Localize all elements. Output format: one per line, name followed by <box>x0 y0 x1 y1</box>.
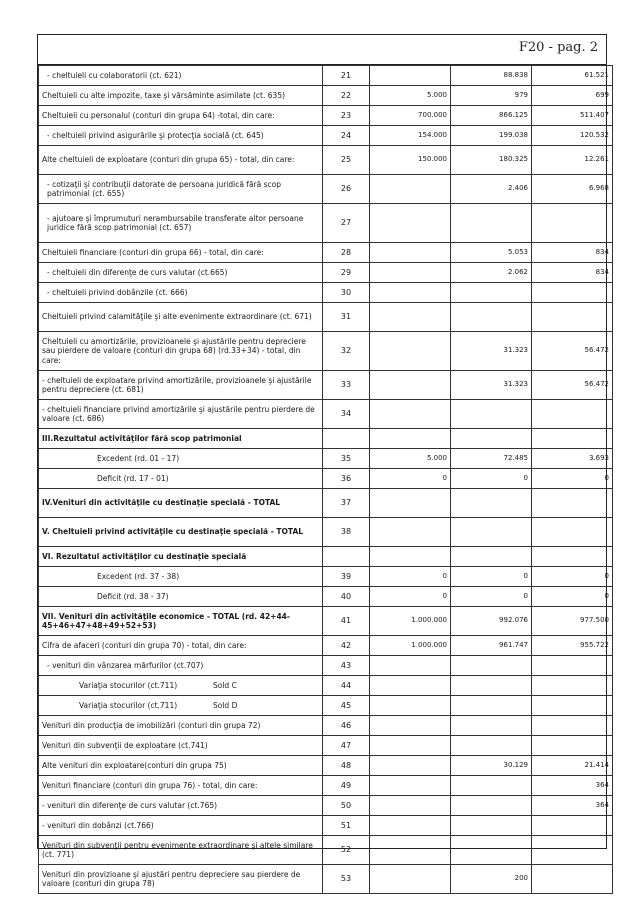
value-col-3 <box>532 303 613 332</box>
row-number: 37 <box>323 489 370 518</box>
row-number: 40 <box>323 587 370 607</box>
value-col-1 <box>370 816 451 836</box>
table-row <box>39 126 613 146</box>
value-col-2 <box>451 489 532 518</box>
row-number: 45 <box>323 696 370 716</box>
value-col-3 <box>532 716 613 736</box>
row-description: VI. Rezultatul activităţilor cu destinaţie specială <box>39 547 323 567</box>
value-col-2: 5.053 <box>451 243 532 263</box>
table-row <box>39 146 613 175</box>
value-col-2: 180.325 <box>451 146 532 175</box>
table-row <box>39 547 613 567</box>
row-description: - cheltuieli de exploatare privind amortizările, provizioanele şi ajustările pentru depreciere (ct. 681) <box>39 371 323 400</box>
row-number <box>323 429 370 449</box>
value-col-1: 150.000 <box>370 146 451 175</box>
value-col-1: 154.000 <box>370 126 451 146</box>
row-description: Excedent (rd. 37 - 38) <box>39 567 323 587</box>
value-col-2: 961.747 <box>451 636 532 656</box>
value-col-1 <box>370 865 451 894</box>
table-row <box>39 656 613 676</box>
value-col-3 <box>532 816 613 836</box>
table-row <box>39 636 613 656</box>
row-description: Alte venituri din exploatare(conturi din grupa 75) <box>39 756 323 776</box>
row-description: - cotizaţii şi contribuţii datorate de persoana juridică fără scop patrimonial (ct. 655) <box>39 175 323 204</box>
sold-label: Sold C <box>213 680 237 690</box>
row-number: 49 <box>323 776 370 796</box>
table-row <box>39 567 613 587</box>
table-row <box>39 716 613 736</box>
row-number: 48 <box>323 756 370 776</box>
row-number <box>323 547 370 567</box>
row-description: Cheltuieli financiare (conturi din grupa 66) - total, din care: <box>39 243 323 263</box>
row-number: 28 <box>323 243 370 263</box>
value-col-1 <box>370 796 451 816</box>
row-description: IV.Venituri din activităţile cu destinaţie specială - TOTAL <box>39 489 323 518</box>
row-description: III.Rezultatul activităţilor fără scop patrimonial <box>39 429 323 449</box>
row-description: - cheltuieli financiare privind amortizările şi ajustările pentru pierdere de valoare (ct. 686) <box>39 400 323 429</box>
value-col-3: 511.407 <box>532 106 613 126</box>
value-col-2 <box>451 736 532 756</box>
value-col-3: 6.968 <box>532 175 613 204</box>
value-col-2 <box>451 676 532 696</box>
row-number: 36 <box>323 469 370 489</box>
row-description: VII. Venituri din activităţile economice - TOTAL (rd. 42+44-45+46+47+48+49+52+53) <box>39 607 323 636</box>
form-page <box>37 34 609 888</box>
value-col-2 <box>451 303 532 332</box>
row-description: Alte cheltuieli de exploatare (conturi din grupa 65) - total, din care: <box>39 146 323 175</box>
row-description: Cheltuieli privind calamităţile şi alte evenimente extraordinare (ct. 671) <box>39 303 323 332</box>
value-col-1 <box>370 656 451 676</box>
row-number: 26 <box>323 175 370 204</box>
table-row <box>39 676 613 696</box>
row-description: Venituri financiare (conturi din grupa 76) - total, din care: <box>39 776 323 796</box>
row-number: 31 <box>323 303 370 332</box>
table-row <box>39 283 613 303</box>
value-col-2 <box>451 776 532 796</box>
value-col-3 <box>532 204 613 243</box>
row-number: 22 <box>323 86 370 106</box>
row-description: Cheltuieli cu personalul (conturi din grupa 64) -total, din care: <box>39 106 323 126</box>
table-row <box>39 204 613 243</box>
table-row <box>39 303 613 332</box>
value-col-1: 700.000 <box>370 106 451 126</box>
value-col-1 <box>370 836 451 865</box>
row-description <box>39 676 323 696</box>
table-row <box>39 332 613 371</box>
page-number: F20 - pag. 2 <box>518 40 598 55</box>
sold-label: Sold D <box>213 700 238 710</box>
value-col-2 <box>451 204 532 243</box>
value-col-1 <box>370 303 451 332</box>
row-description: - ajutoare şi împrumuturi nerambursabile transferate altor persoane juridice fără scop patrimonial (ct. 657) <box>39 204 323 243</box>
table-row <box>39 243 613 263</box>
value-col-3 <box>532 400 613 429</box>
row-number: 51 <box>323 816 370 836</box>
value-col-2 <box>451 696 532 716</box>
value-col-3: 955.722 <box>532 636 613 656</box>
row-number: 53 <box>323 865 370 894</box>
value-col-3: 834 <box>532 243 613 263</box>
value-col-1 <box>370 204 451 243</box>
value-col-2: 200 <box>451 865 532 894</box>
value-col-3: 12.261 <box>532 146 613 175</box>
value-col-1: 0 <box>370 567 451 587</box>
value-col-1 <box>370 756 451 776</box>
value-col-1 <box>370 332 451 371</box>
value-col-3: 3.693 <box>532 449 613 469</box>
row-description: Cifra de afaceri (conturi din grupa 70) - total, din care: <box>39 636 323 656</box>
value-col-1 <box>370 371 451 400</box>
value-col-2: 979 <box>451 86 532 106</box>
value-col-3: 56.472 <box>532 332 613 371</box>
row-number: 52 <box>323 836 370 865</box>
table-row <box>39 696 613 716</box>
table-row <box>39 756 613 776</box>
value-col-2 <box>451 400 532 429</box>
value-col-2: 199.038 <box>451 126 532 146</box>
value-col-1 <box>370 547 451 567</box>
value-col-2: 0 <box>451 469 532 489</box>
row-description: - venituri din diferenţe de curs valutar (ct.765) <box>39 796 323 816</box>
row-description: Venituri din subvenţii pentru evenimente extraordinare şi altele similare (ct. 771) <box>39 836 323 865</box>
table-row <box>39 263 613 283</box>
value-col-3: 699 <box>532 86 613 106</box>
table-row <box>39 865 613 894</box>
value-col-3: 977.500 <box>532 607 613 636</box>
table-row <box>39 86 613 106</box>
table-row <box>39 816 613 836</box>
value-col-2: 31.323 <box>451 332 532 371</box>
value-col-3 <box>532 696 613 716</box>
row-number: 30 <box>323 283 370 303</box>
value-col-1 <box>370 429 451 449</box>
table-row <box>39 587 613 607</box>
row-number: 42 <box>323 636 370 656</box>
value-col-1 <box>370 776 451 796</box>
value-col-3: 21.414 <box>532 756 613 776</box>
value-col-1 <box>370 283 451 303</box>
value-col-3: 834 <box>532 263 613 283</box>
value-col-3: 364 <box>532 776 613 796</box>
value-col-2 <box>451 796 532 816</box>
value-col-1: 5.000 <box>370 449 451 469</box>
row-description: Venituri din producţia de imobilizări (conturi din grupa 72) <box>39 716 323 736</box>
value-col-2 <box>451 518 532 547</box>
table-row <box>39 429 613 449</box>
value-col-1 <box>370 696 451 716</box>
value-col-2: 866.125 <box>451 106 532 126</box>
page-header <box>38 35 606 65</box>
value-col-2: 0 <box>451 567 532 587</box>
value-col-2: 72.485 <box>451 449 532 469</box>
value-col-2 <box>451 656 532 676</box>
value-col-1 <box>370 175 451 204</box>
row-number: 38 <box>323 518 370 547</box>
value-col-2: 30.129 <box>451 756 532 776</box>
value-col-3 <box>532 836 613 865</box>
value-col-1: 0 <box>370 469 451 489</box>
row-description: - venituri din vânzarea mărfurilor (ct.707) <box>39 656 323 676</box>
value-col-1: 0 <box>370 587 451 607</box>
table-row <box>39 776 613 796</box>
value-col-3 <box>532 429 613 449</box>
value-col-3 <box>532 547 613 567</box>
value-col-3 <box>532 736 613 756</box>
row-description: Cheltuieli cu alte impozite, taxe şi vărsăminte asimilate (ct. 635) <box>39 86 323 106</box>
value-col-3: 61.521 <box>532 66 613 86</box>
value-col-3: 0 <box>532 587 613 607</box>
table-row <box>39 836 613 865</box>
value-col-1 <box>370 736 451 756</box>
value-col-1 <box>370 400 451 429</box>
value-col-1 <box>370 263 451 283</box>
value-col-2: 0 <box>451 587 532 607</box>
table-row <box>39 449 613 469</box>
value-col-3: 364 <box>532 796 613 816</box>
table-row <box>39 736 613 756</box>
value-col-3 <box>532 283 613 303</box>
row-number: 43 <box>323 656 370 676</box>
table-row <box>39 489 613 518</box>
row-number: 24 <box>323 126 370 146</box>
row-number: 41 <box>323 607 370 636</box>
value-col-3 <box>532 656 613 676</box>
table-row <box>39 518 613 547</box>
row-number: 29 <box>323 263 370 283</box>
row-description: Deficit (rd. 17 - 01) <box>39 469 323 489</box>
table-row <box>39 796 613 816</box>
value-col-3 <box>532 865 613 894</box>
row-description: - cheltuieli privind dobânzile (ct. 666) <box>39 283 323 303</box>
value-col-3: 0 <box>532 567 613 587</box>
value-col-2 <box>451 283 532 303</box>
value-col-2: 2.062 <box>451 263 532 283</box>
value-col-2 <box>451 716 532 736</box>
row-number: 44 <box>323 676 370 696</box>
value-col-3 <box>532 489 613 518</box>
value-col-1 <box>370 716 451 736</box>
row-description: Excedent (rd. 01 - 17) <box>39 449 323 469</box>
value-col-3 <box>532 518 613 547</box>
table-row <box>39 469 613 489</box>
table-row <box>39 175 613 204</box>
row-number: 23 <box>323 106 370 126</box>
row-number: 27 <box>323 204 370 243</box>
row-description: Deficit (rd. 38 - 37) <box>39 587 323 607</box>
row-label: Variaţia stocurilor (ct.711) <box>79 700 178 710</box>
financial-table <box>38 65 613 894</box>
value-col-1: 1.000.000 <box>370 636 451 656</box>
row-description: Venituri din subvenţii de exploatare (ct.741) <box>39 736 323 756</box>
value-col-1 <box>370 489 451 518</box>
value-col-3: 56.472 <box>532 371 613 400</box>
value-col-1: 1.000.000 <box>370 607 451 636</box>
table-row <box>39 371 613 400</box>
row-description: Cheltuieli cu amortizările, provizioanele şi ajustările pentru depreciere sau pierdere de valoare (conturi din grupa 68) (rd.33+34) - total, din care: <box>39 332 323 371</box>
row-number: 25 <box>323 146 370 175</box>
value-col-1 <box>370 66 451 86</box>
row-description: - cheltuieli din diferenţe de curs valutar (ct.665) <box>39 263 323 283</box>
value-col-2 <box>451 429 532 449</box>
value-col-2 <box>451 836 532 865</box>
value-col-1 <box>370 676 451 696</box>
row-number: 39 <box>323 567 370 587</box>
row-description: - venituri din dobânzi (ct.766) <box>39 816 323 836</box>
row-number: 47 <box>323 736 370 756</box>
row-number: 33 <box>323 371 370 400</box>
value-col-1: 5.000 <box>370 86 451 106</box>
value-col-2 <box>451 816 532 836</box>
table-row <box>39 66 613 86</box>
row-number: 35 <box>323 449 370 469</box>
row-number: 46 <box>323 716 370 736</box>
table-row <box>39 400 613 429</box>
value-col-2: 88.838 <box>451 66 532 86</box>
row-description <box>39 696 323 716</box>
value-col-1 <box>370 243 451 263</box>
value-col-3: 0 <box>532 469 613 489</box>
table-row <box>39 106 613 126</box>
row-description: - cheltuieli cu colaboratorii (ct. 621) <box>39 66 323 86</box>
value-col-2: 31.323 <box>451 371 532 400</box>
value-col-2: 992.076 <box>451 607 532 636</box>
row-number: 34 <box>323 400 370 429</box>
value-col-2 <box>451 547 532 567</box>
row-label: Variaţia stocurilor (ct.711) <box>79 680 178 690</box>
row-number: 50 <box>323 796 370 816</box>
row-description: - cheltuieli privind asigurările şi protecţia socială (ct. 645) <box>39 126 323 146</box>
value-col-3: 120.532 <box>532 126 613 146</box>
value-col-2: 2.406 <box>451 175 532 204</box>
value-col-3 <box>532 676 613 696</box>
row-number: 21 <box>323 66 370 86</box>
row-number: 32 <box>323 332 370 371</box>
row-description: Venituri din provizioane şi ajustări pentru depreciere sau pierdere de valoare (conturi din grupa 78) <box>39 865 323 894</box>
row-description: V. Cheltuieli privind activităţile cu destinaţie specială - TOTAL <box>39 518 323 547</box>
value-col-1 <box>370 518 451 547</box>
table-row <box>39 607 613 636</box>
